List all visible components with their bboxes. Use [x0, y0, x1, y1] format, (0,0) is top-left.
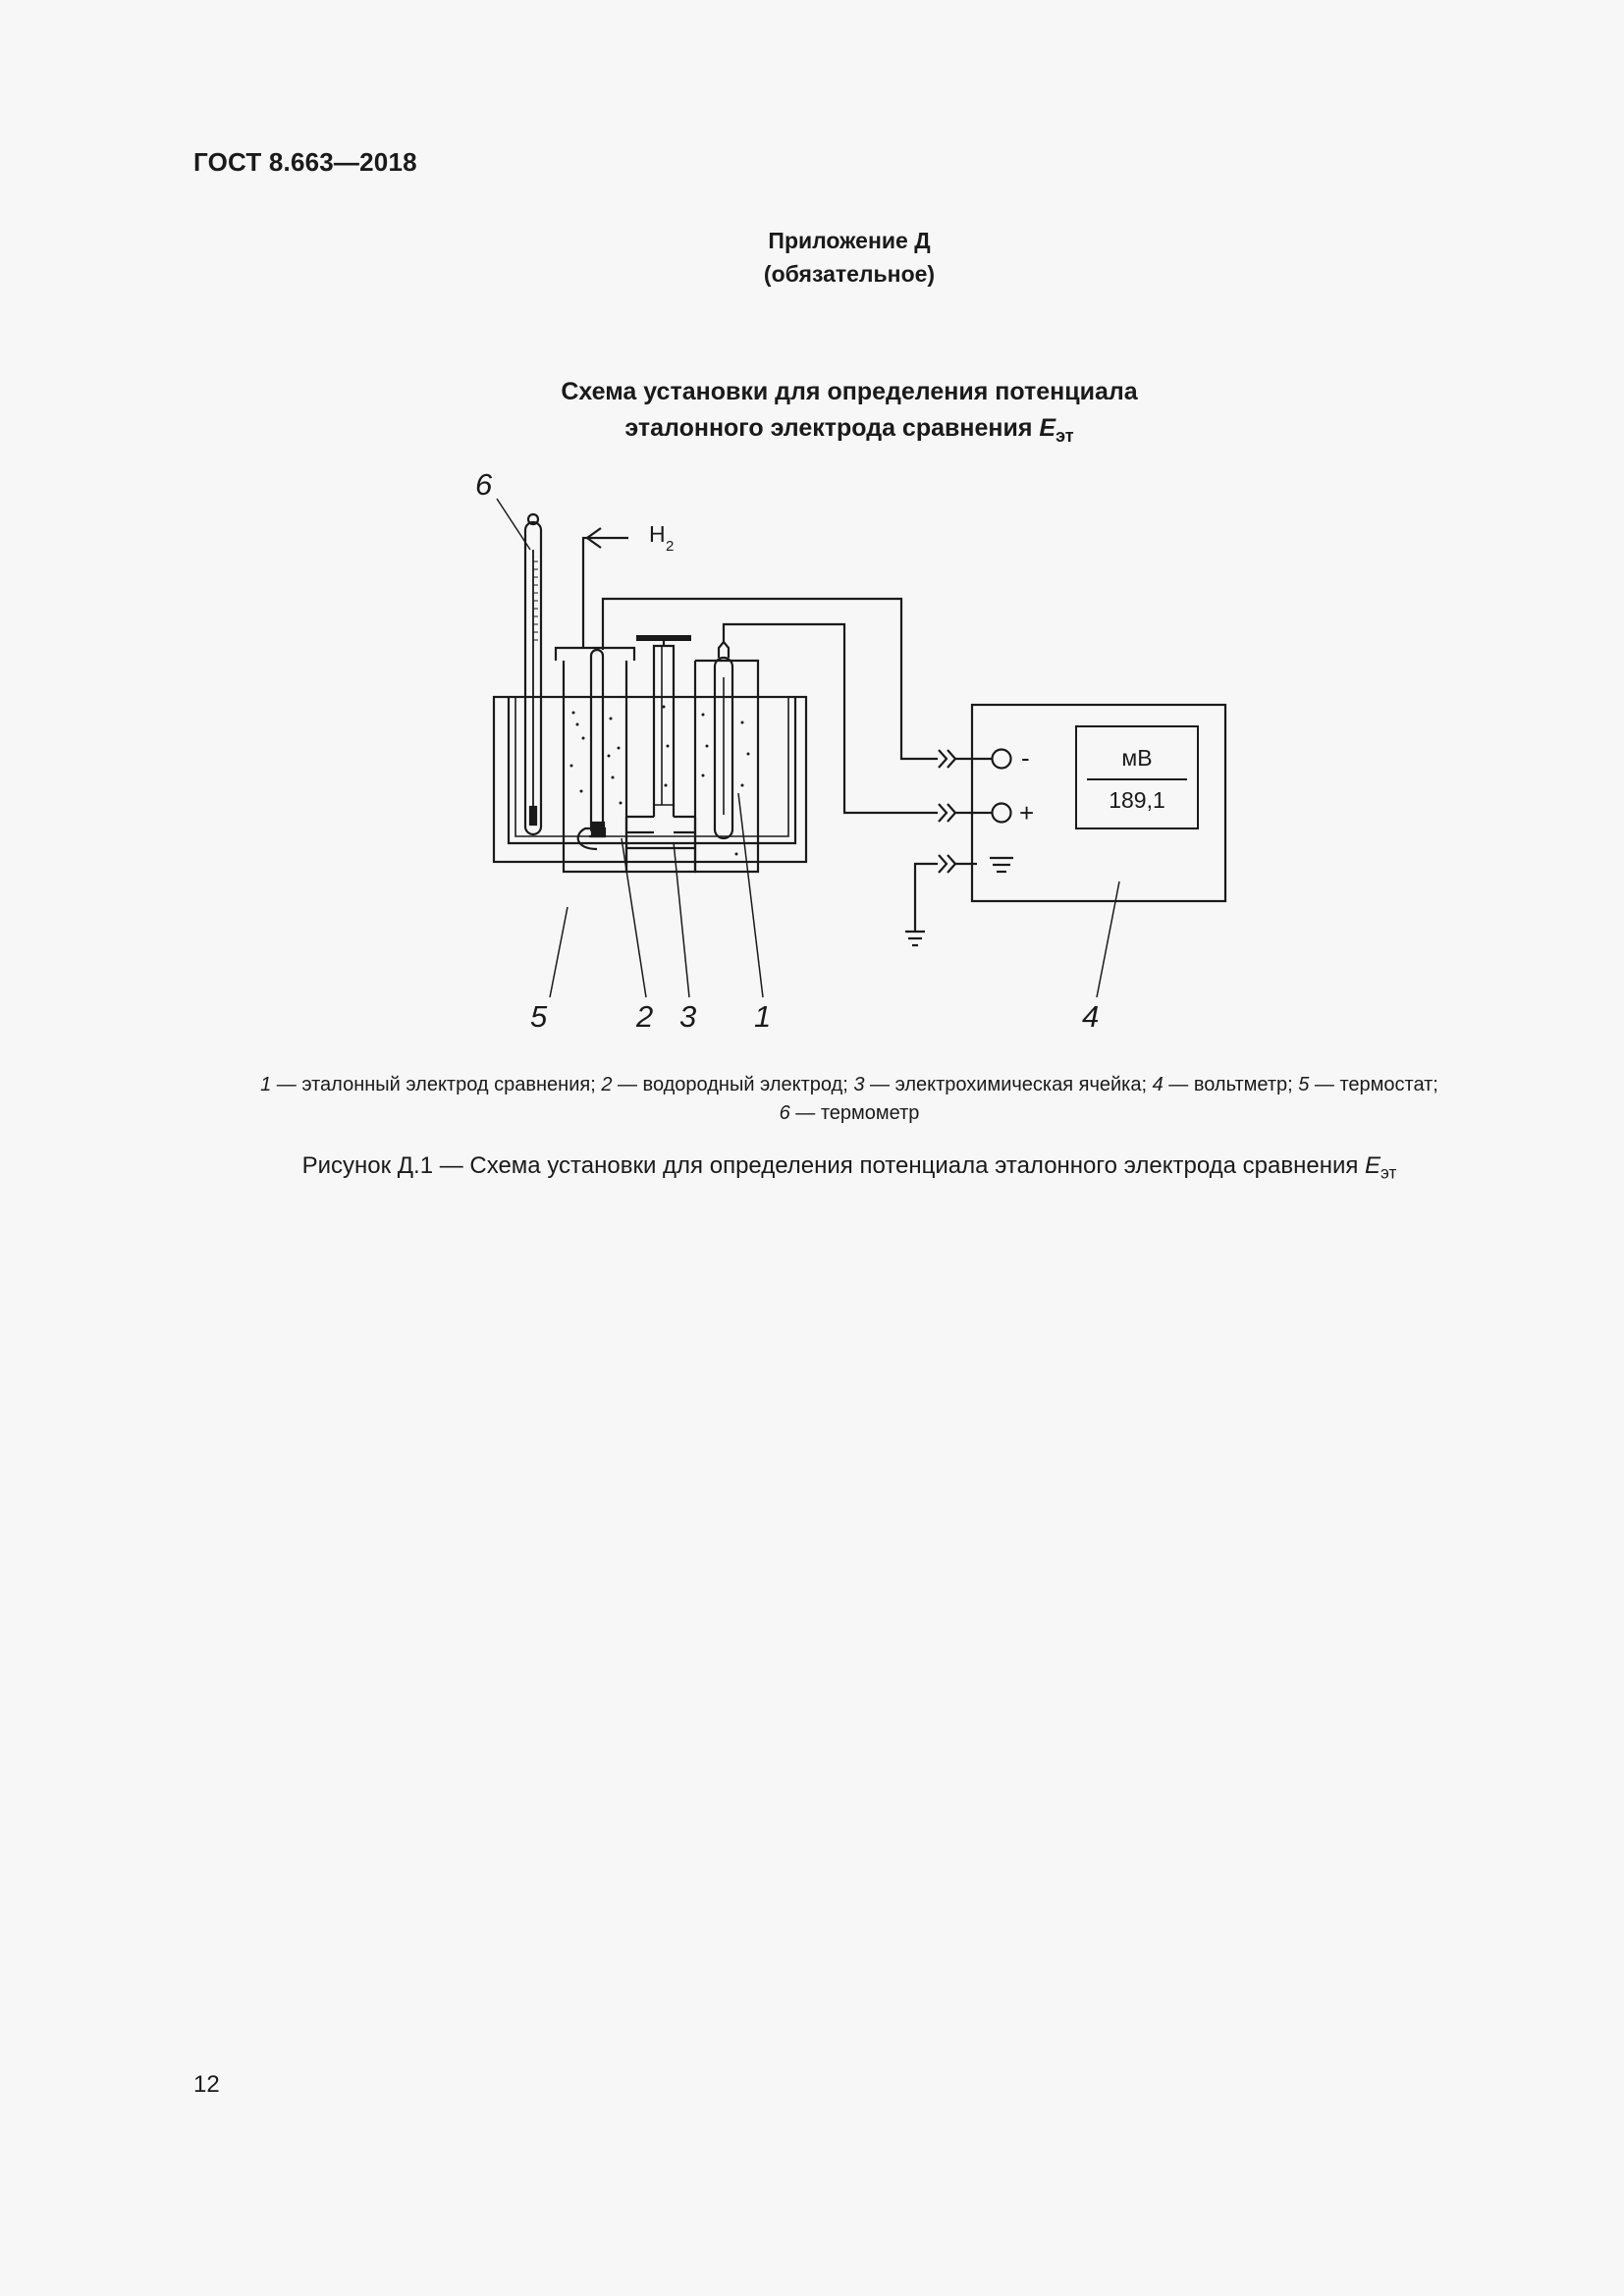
heading-line-1: Схема установки для определения потенциала [561, 378, 1138, 405]
voltmeter [955, 705, 1225, 901]
installation-diagram [461, 461, 1247, 1050]
appendix-status: (обязательное) [763, 261, 936, 287]
section-heading [0, 374, 1624, 454]
caption-symbol: E [1365, 1152, 1381, 1179]
caption-symbol-subscript: эт [1380, 1162, 1397, 1183]
hydrogen-supply-line [583, 528, 628, 648]
ground-icon [905, 932, 925, 945]
wire-to-plus-terminal [724, 624, 938, 813]
legend-text-2: — водородный электрод; [612, 1074, 854, 1095]
callout-2: 2 [636, 999, 654, 1034]
gas-subscript: 2 [666, 538, 675, 555]
thermometer [525, 514, 541, 834]
heading-line-2 [0, 410, 1624, 454]
callout-4: 4 [1082, 999, 1100, 1034]
legend-text-1: — эталонный электрод сравнения; [271, 1074, 602, 1095]
legend-num-3: 3 [853, 1074, 865, 1095]
legend-num-2: 2 [601, 1074, 613, 1095]
legend-text-3: — электрохимическая ячейка; [864, 1074, 1153, 1095]
voltmeter-unit: мВ [1121, 745, 1153, 771]
callout-6: 6 [475, 467, 493, 502]
heading-line-2-text: эталонного электрода сравнения [624, 414, 1040, 442]
callout-1: 1 [754, 999, 772, 1034]
reference-electrode [715, 642, 732, 838]
legend-text-6: — термометр [789, 1102, 920, 1124]
voltmeter-reading: 189,1 [1109, 787, 1165, 813]
appendix-title: Приложение Д [768, 228, 931, 253]
ground-wire [915, 864, 938, 931]
legend-text-5: — термостат; [1309, 1074, 1438, 1095]
heading-symbol: E [1039, 414, 1056, 442]
page-number: 12 [193, 2071, 220, 2098]
legend-text-4: — вольтметр; [1163, 1074, 1299, 1095]
figure-legend [167, 1071, 1532, 1128]
standard-number: ГОСТ 8.663—2018 [193, 147, 417, 177]
plus-sign: + [1019, 798, 1035, 828]
callout-3: 3 [679, 999, 697, 1034]
legend-num-1: 1 [260, 1074, 272, 1095]
legend-num-4: 4 [1152, 1074, 1164, 1095]
gas-label: H [649, 521, 666, 547]
legend-line-1 [167, 1071, 1532, 1099]
legend-num-6: 6 [779, 1102, 790, 1124]
callout-5: 5 [530, 999, 548, 1034]
legend-num-5: 5 [1298, 1074, 1310, 1095]
appendix-block [0, 224, 1624, 291]
heading-symbol-subscript: эт [1056, 425, 1074, 446]
minus-sign: - [1021, 743, 1030, 773]
connector-chevrons [939, 750, 955, 873]
caption-text: Рисунок Д.1 — Схема установки для определения потенциала эталонного электрода сравнения [301, 1152, 1366, 1179]
hydrogen-electrode [578, 650, 605, 849]
legend-line-2 [167, 1099, 1532, 1128]
figure-caption [0, 1152, 1624, 1184]
